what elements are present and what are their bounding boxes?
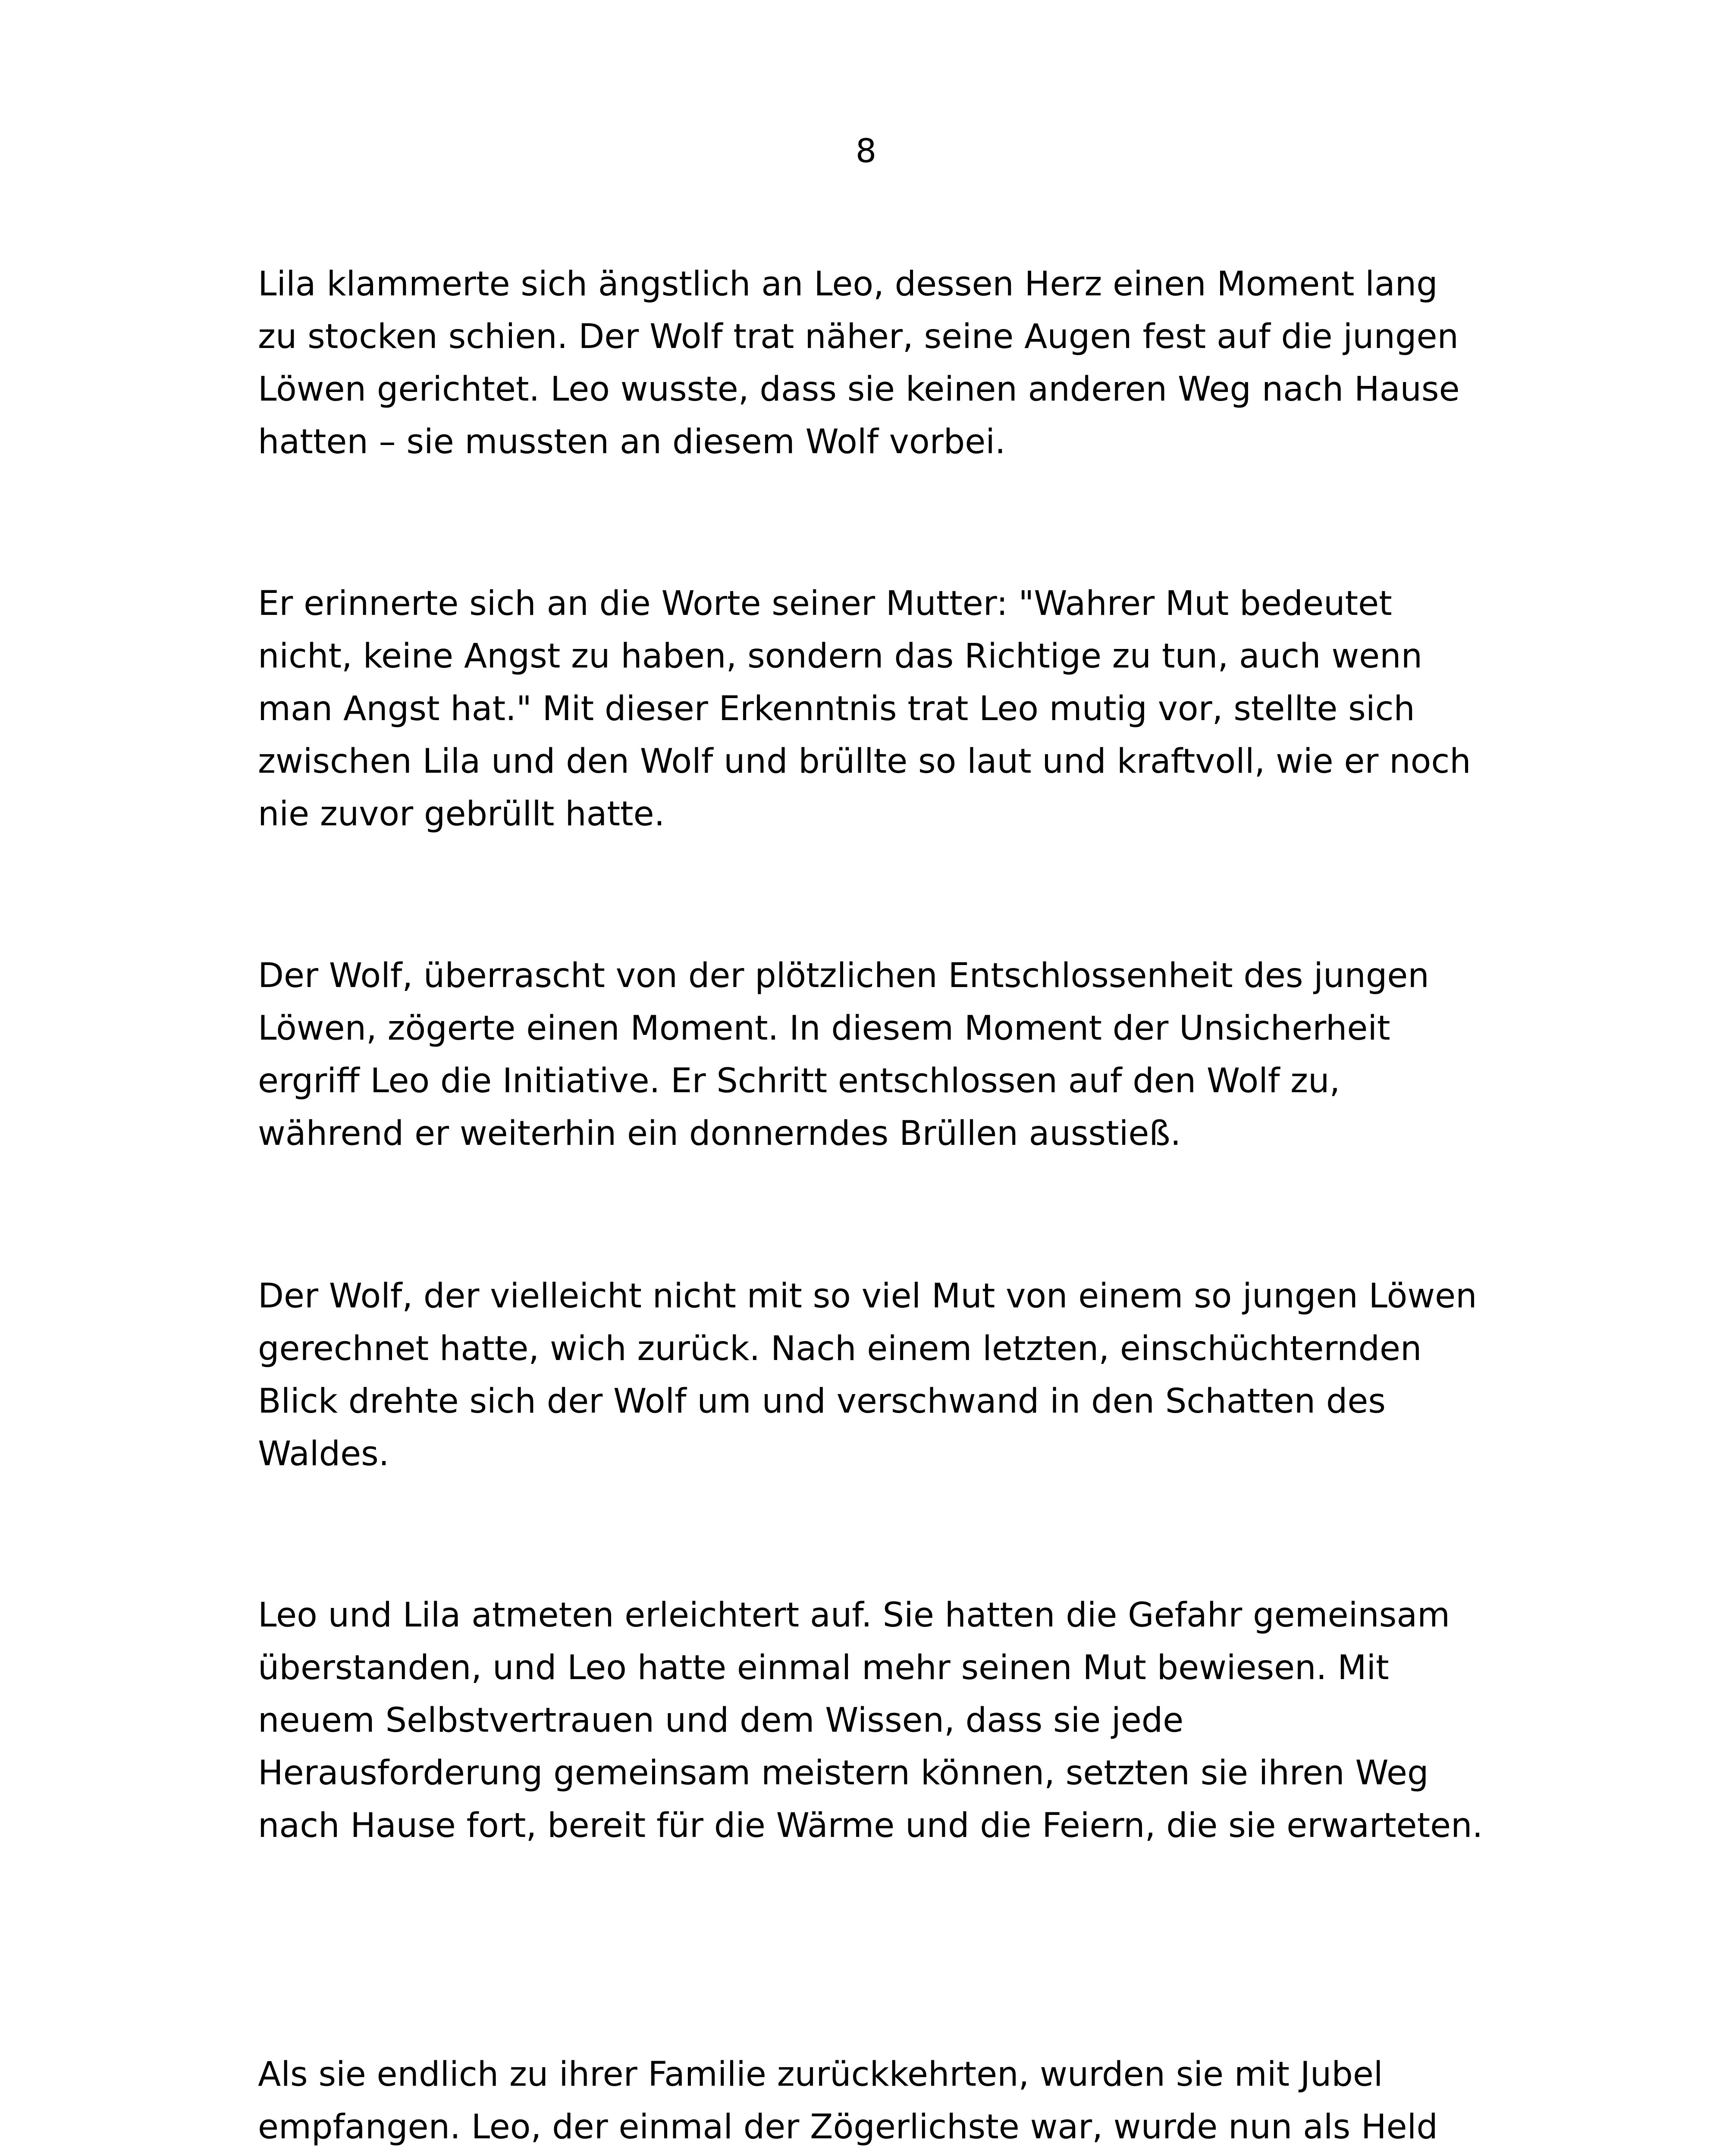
page-number: 8	[855, 132, 877, 170]
paragraph-6: Als sie endlich zu ihrer Familie zurückkehrten, wurden sie mit Jubel empfangen. Leo, der einmal der Zögerlichste war, wurde nun als Held	[258, 2055, 1438, 2147]
paragraph-4: Der Wolf, der vielleicht nicht mit so viel Mut von einem so jungen Löwen gerechnet hatte, wich zurück. Nach einem letzten, einschüchternden Blick drehte sich der Wolf um und verschwand in den Schatten des Waldes.	[258, 1277, 1477, 1473]
paragraph-5: Leo und Lila atmeten erleichtert auf. Sie hatten die Gefahr gemeinsam überstanden, und Leo hatte einmal mehr seinen Mut bewiesen. Mit neuem Selbstvertrauen und dem Wissen, dass sie jede Herausforderung gemeinsam meistern können, setzten sie ihren Weg nach Hause fort, bereit für die Wärme und die Feiern, die sie erwarteten.	[258, 1596, 1483, 1845]
paragraph-2: Er erinnerte sich an die Worte seiner Mutter: "Wahrer Mut bedeutet nicht, keine Angst zu haben, sondern das Richtige zu tun, auch wenn man Angst hat." Mit dieser Erkenntnis trat Leo mutig vor, stellte sich zwischen Lila und den Wolf und brüllte so laut und kraftvoll, wie er noch nie zuvor gebrüllt hatte.	[258, 584, 1471, 834]
paragraph-3: Der Wolf, überrascht von der plötzlichen Entschlossenheit des jungen Löwen, zögerte einen Moment. In diesem Moment der Unsicherheit ergriff Leo die Initiative. Er Schritt entschlossen auf den Wolf zu, während er weiterhin ein donnerndes Brüllen ausstieß.	[258, 956, 1429, 1153]
paragraph-1: Lila klammerte sich ängstlich an Leo, dessen Herz einen Moment lang zu stocken schien. Der Wolf trat näher, seine Augen fest auf die jungen Löwen gerichtet. Leo wusste, dass sie keinen anderen Weg nach Hause hatten – sie mussten an diesem Wolf vorbei.	[258, 265, 1460, 461]
